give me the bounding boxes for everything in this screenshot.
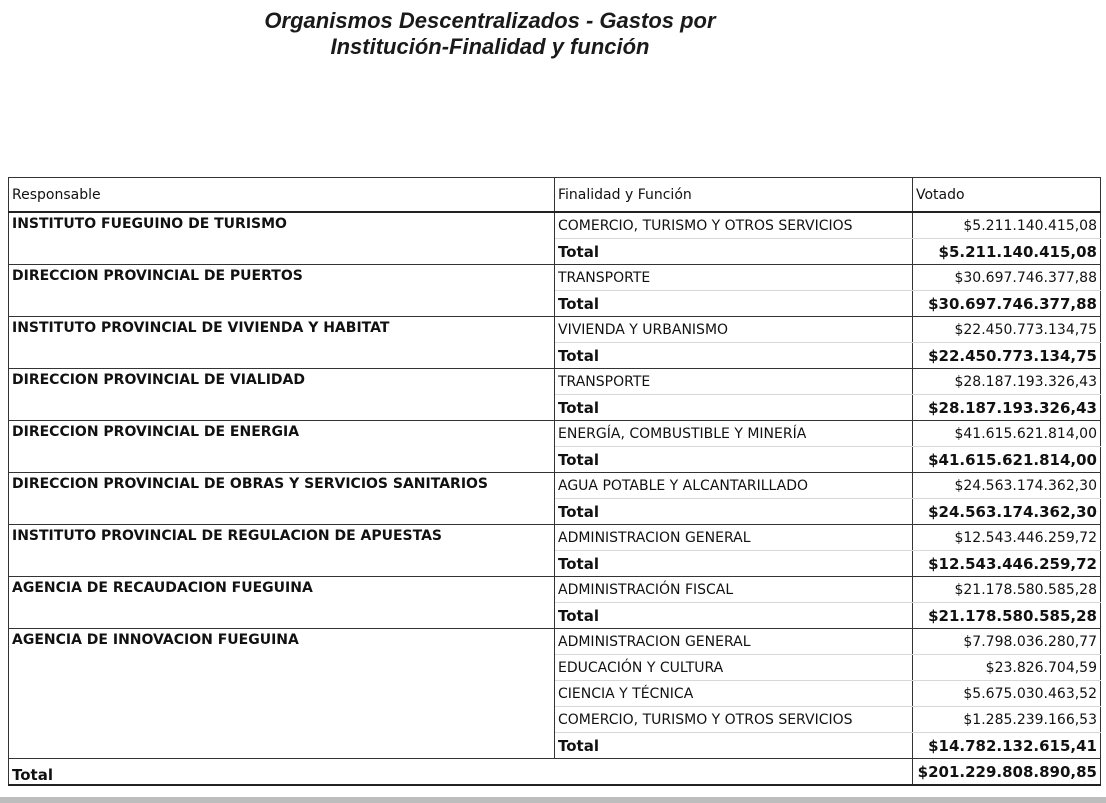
subtotal-label: Total <box>555 395 913 421</box>
finalidad-cell: ADMINISTRACION GENERAL <box>555 629 913 655</box>
page-title-line-2: Institución-Finalidad y función <box>330 34 650 59</box>
subtotal-label: Total <box>555 447 913 473</box>
finalidad-cell: COMERCIO, TURISMO Y OTROS SERVICIOS <box>555 707 913 733</box>
subtotal-label: Total <box>555 343 913 369</box>
subtotal-label: Total <box>555 551 913 577</box>
finalidad-cell: COMERCIO, TURISMO Y OTROS SERVICIOS <box>555 212 913 239</box>
votado-cell: $28.187.193.326,43 <box>913 369 1101 395</box>
votado-cell: $12.543.446.259,72 <box>913 525 1101 551</box>
budget-table <box>8 177 1101 786</box>
table-header <box>9 178 1101 213</box>
votado-cell: $23.826.704,59 <box>913 655 1101 681</box>
grand-total-row <box>9 759 1101 786</box>
votado-cell: $21.178.580.585,28 <box>913 577 1101 603</box>
page-title <box>0 8 980 60</box>
votado-cell: $30.697.746.377,88 <box>913 265 1101 291</box>
responsable-cell: DIRECCION PROVINCIAL DE PUERTOS <box>9 265 555 317</box>
responsable-cell: INSTITUTO PROVINCIAL DE REGULACION DE APUESTAS <box>9 525 555 577</box>
subtotal-label: Total <box>555 291 913 317</box>
header-row <box>9 178 1101 213</box>
subtotal-value: $5.211.140.415,08 <box>913 239 1101 265</box>
subtotal-label: Total <box>555 499 913 525</box>
votado-cell: $41.615.621.814,00 <box>913 421 1101 447</box>
finalidad-cell: AGUA POTABLE Y ALCANTARILLADO <box>555 473 913 499</box>
responsable-cell: DIRECCION PROVINCIAL DE ENERGIA <box>9 421 555 473</box>
votado-cell: $24.563.174.362,30 <box>913 473 1101 499</box>
finalidad-cell: ENERGÍA, COMBUSTIBLE Y MINERÍA <box>555 421 913 447</box>
subtotal-value: $30.697.746.377,88 <box>913 291 1101 317</box>
finalidad-cell: TRANSPORTE <box>555 265 913 291</box>
votado-cell: $5.675.030.463,52 <box>913 681 1101 707</box>
votado-cell: $7.798.036.280,77 <box>913 629 1101 655</box>
responsable-cell: AGENCIA DE INNOVACION FUEGUINA <box>9 629 555 759</box>
table-row <box>9 473 1101 499</box>
subtotal-value: $21.178.580.585,28 <box>913 603 1101 629</box>
responsable-cell: DIRECCION PROVINCIAL DE VIALIDAD <box>9 369 555 421</box>
finalidad-cell: CIENCIA Y TÉCNICA <box>555 681 913 707</box>
finalidad-cell: ADMINISTRACIÓN FISCAL <box>555 577 913 603</box>
responsable-cell: AGENCIA DE RECAUDACION FUEGUINA <box>9 577 555 629</box>
table-body <box>9 212 1101 785</box>
votado-cell: $1.285.239.166,53 <box>913 707 1101 733</box>
subtotal-label: Total <box>555 239 913 265</box>
grand-total-label: Total <box>9 759 913 786</box>
subtotal-value: $14.782.132.615,41 <box>913 733 1101 759</box>
votado-cell: $5.211.140.415,08 <box>913 212 1101 239</box>
table-row <box>9 525 1101 551</box>
table-row <box>9 421 1101 447</box>
subtotal-label: Total <box>555 603 913 629</box>
table-row <box>9 629 1101 655</box>
table-row <box>9 212 1101 239</box>
responsable-cell: DIRECCION PROVINCIAL DE OBRAS Y SERVICIOS SANITARIOS <box>9 473 555 525</box>
finalidad-cell: TRANSPORTE <box>555 369 913 395</box>
header-finalidad: Finalidad y Función <box>555 178 913 213</box>
finalidad-cell: VIVIENDA Y URBANISMO <box>555 317 913 343</box>
subtotal-value: $24.563.174.362,30 <box>913 499 1101 525</box>
subtotal-value: $12.543.446.259,72 <box>913 551 1101 577</box>
finalidad-cell: ADMINISTRACION GENERAL <box>555 525 913 551</box>
grand-total-value: $201.229.808.890,85 <box>913 759 1101 786</box>
header-responsable: Responsable <box>9 178 555 213</box>
votado-cell: $22.450.773.134,75 <box>913 317 1101 343</box>
table-row <box>9 577 1101 603</box>
table-row <box>9 265 1101 291</box>
page-title-line-1: Organismos Descentralizados - Gastos por <box>264 8 716 33</box>
header-votado: Votado <box>913 178 1101 213</box>
table-row <box>9 317 1101 343</box>
finalidad-cell: EDUCACIÓN Y CULTURA <box>555 655 913 681</box>
table-row <box>9 369 1101 395</box>
subtotal-value: $28.187.193.326,43 <box>913 395 1101 421</box>
subtotal-value: $41.615.621.814,00 <box>913 447 1101 473</box>
subtotal-label: Total <box>555 733 913 759</box>
responsable-cell: INSTITUTO PROVINCIAL DE VIVIENDA Y HABITAT <box>9 317 555 369</box>
responsable-cell: INSTITUTO FUEGUINO DE TURISMO <box>9 212 555 265</box>
subtotal-value: $22.450.773.134,75 <box>913 343 1101 369</box>
page-bottom-edge <box>0 797 1106 803</box>
